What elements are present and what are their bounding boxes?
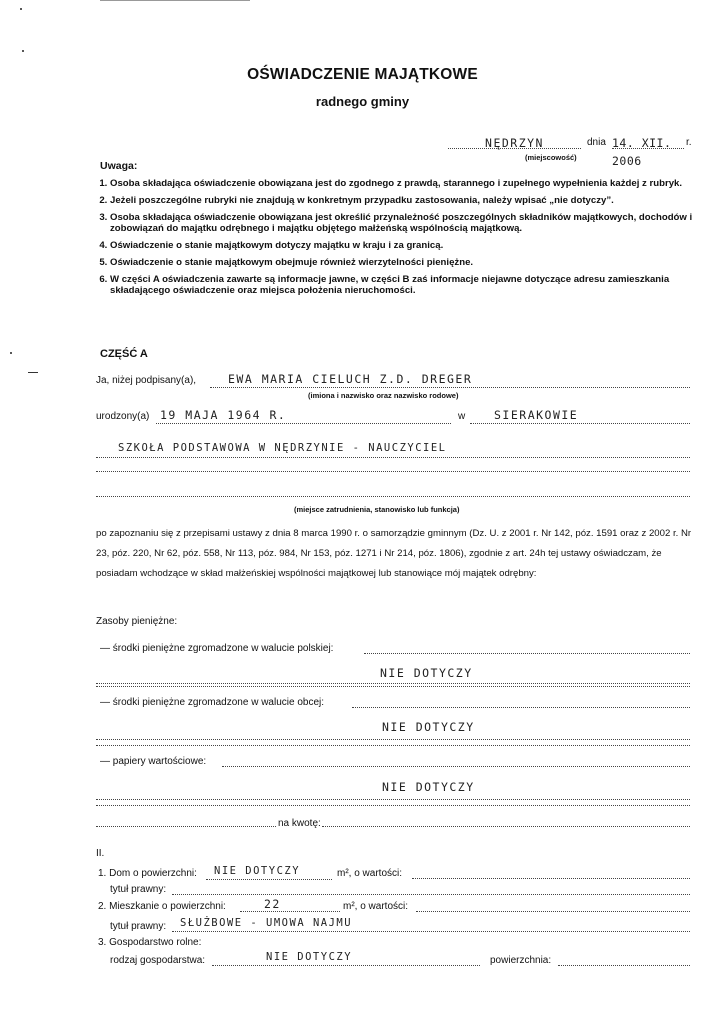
name-value: EWA MARIA CIELUCH Z.D. DREGER <box>228 372 473 386</box>
foreign-label: — środki pieniężne zgromadzone w walucie obcej: <box>100 697 325 708</box>
flat-unit: m², o wartości: <box>343 901 409 912</box>
house-title-line <box>172 894 690 895</box>
notes-list <box>96 178 710 302</box>
amount-line-left <box>96 826 276 827</box>
pln-value: NIE DOTYCZY <box>380 666 473 680</box>
place-value: NĘDRZYN <box>485 136 544 150</box>
born-value: 19 MAJA 1964 R. <box>160 408 287 422</box>
section-ii-heading: II. <box>96 848 105 859</box>
flat-label: 2. Mieszkanie o powierzchni: <box>98 901 226 912</box>
farm-area-label: powierzchnia: <box>490 955 552 966</box>
notes-heading: Uwaga: <box>100 160 138 172</box>
flat-value-line <box>240 898 340 912</box>
note-item: 1. Osoba składająca oświadczenie obowiązana jest do zgodnego z prawdą, starannego i zupełnego wypełnienia każdej z rubryk. <box>110 178 710 189</box>
note-item: 5. Oświadczenie o stanie majątkowym obejmuje również wierzytelności pieniężne. <box>110 257 710 268</box>
house-value: NIE DOTYCZY <box>214 865 301 877</box>
pln-line <box>364 653 690 654</box>
name-label: Ja, niżej podpisany(a), <box>96 375 197 386</box>
securities-value: NIE DOTYCZY <box>382 780 475 794</box>
farm-label: 3. Gospodarstwo rolne: <box>98 937 202 948</box>
born-label: urodzony(a) <box>96 411 150 422</box>
farm-type-line <box>212 952 480 966</box>
pln-label: — środki pieniężne zgromadzone w walucie polskiej: <box>100 643 334 654</box>
scan-mark <box>28 372 38 373</box>
born-date-line <box>156 408 451 424</box>
note-item: 4. Oświadczenie o stanie majątkowym dotyczy majątku w kraju i za granicą. <box>110 240 710 251</box>
born-place-value: SIERAKOWIE <box>494 408 579 422</box>
scan-speck <box>10 352 12 354</box>
amount-line <box>322 826 690 827</box>
scan-speck <box>22 50 24 52</box>
date-value: 14. XII. 2006 <box>612 136 672 168</box>
farm-type-value: NIE DOTYCZY <box>266 951 353 963</box>
securities-label: — papiery wartościowe: <box>100 756 207 767</box>
date-field <box>612 134 684 168</box>
note-item: 3. Osoba składająca oświadczenie obowiązana jest określić przynależność poszczególnych składników majątkowych, dochodów i zobowiązań do majątku odrębnego i majątku objętego małżeńską wspólnością majątkową. <box>110 212 710 234</box>
place-field <box>448 134 581 149</box>
securities-line-3 <box>96 805 690 806</box>
document-title: OŚWIADCZENIE MAJĄTKOWE <box>247 66 478 83</box>
document-subtitle: radnego gminy <box>315 94 410 109</box>
amount-label: na kwotę: <box>278 818 321 829</box>
employment-line <box>96 442 690 458</box>
farm-area-line <box>558 965 690 966</box>
name-line <box>210 372 690 388</box>
securities-value-line <box>96 780 690 800</box>
employment-line-2 <box>96 471 690 472</box>
part-a-heading: CZĘŚĆ A <box>100 348 148 360</box>
flat-title-value: SŁUŻBOWE - UMOWA NAJMU <box>180 917 353 929</box>
foreign-line <box>352 707 690 708</box>
house-label: 1. Dom o powierzchni: <box>98 868 197 879</box>
pln-value-line <box>96 666 690 684</box>
house-worth-line <box>412 878 690 879</box>
born-in-label: w <box>458 411 466 422</box>
resources-heading: Zasoby pieniężne: <box>96 616 178 627</box>
note-item: 6. W części A oświadczenia zawarte są informacje jawne, w części B zaś informacje niejawne dotyczące adresu zamieszkania składającego oświadczenie oraz miejsca położenia nieruchomości. <box>110 274 710 296</box>
employment-value: SZKOŁA PODSTAWOWA W NĘDRZYNIE - NAUCZYCIEL <box>118 442 447 454</box>
house-value-line <box>206 866 332 880</box>
born-place-line <box>470 408 690 424</box>
statement-text: po zapoznaniu się z przepisami ustawy z dnia 8 marca 1990 r. o samorządzie gminnym (Dz. U. z 2001 r. Nr 142, póz. 1591 oraz z 2002 r. Nr 23, póz. 220, Nr 62, póz. 558, Nr 113, póz. 984, Nr 153, póz. 1271 i Nr 214, póz. 1806), zgodnie z art. 24h tej ustawy oświadczam, że posiadam wchodzące w skład małżeńskiej wspólności majątkowej lub stanowiące mój majątek odrębny: <box>96 528 692 579</box>
name-caption: (imiona i nazwisko oraz nazwisko rodowe) <box>308 391 459 400</box>
place-caption: (miejscowość) <box>525 153 577 162</box>
scan-speck <box>20 8 22 10</box>
securities-line <box>222 766 690 767</box>
flat-title-line <box>172 918 690 932</box>
foreign-line-3 <box>96 745 690 746</box>
farm-type-label: rodzaj gospodarstwa: <box>110 955 206 966</box>
flat-value: 22 <box>264 897 281 911</box>
date-suffix: r. <box>686 137 692 148</box>
flat-title-label: tytuł prawny: <box>110 921 167 932</box>
foreign-value: NIE DOTYCZY <box>382 720 475 734</box>
date-prefix: dnia <box>587 137 606 148</box>
pln-line-3 <box>96 686 690 687</box>
employment-line-3 <box>96 496 690 497</box>
house-unit: m², o wartości: <box>337 868 403 879</box>
note-item: 2. Jeżeli poszczególne rubryki nie znajdują w konkretnym przypadku zastosowania, należy wpisać „nie dotyczy”. <box>110 195 710 206</box>
scan-edge <box>100 0 250 1</box>
house-title-label: tytuł prawny: <box>110 884 167 895</box>
flat-worth-line <box>416 911 690 912</box>
employment-caption: (miejsce zatrudnienia, stanowisko lub funkcja) <box>294 505 460 514</box>
foreign-value-line <box>96 720 690 740</box>
